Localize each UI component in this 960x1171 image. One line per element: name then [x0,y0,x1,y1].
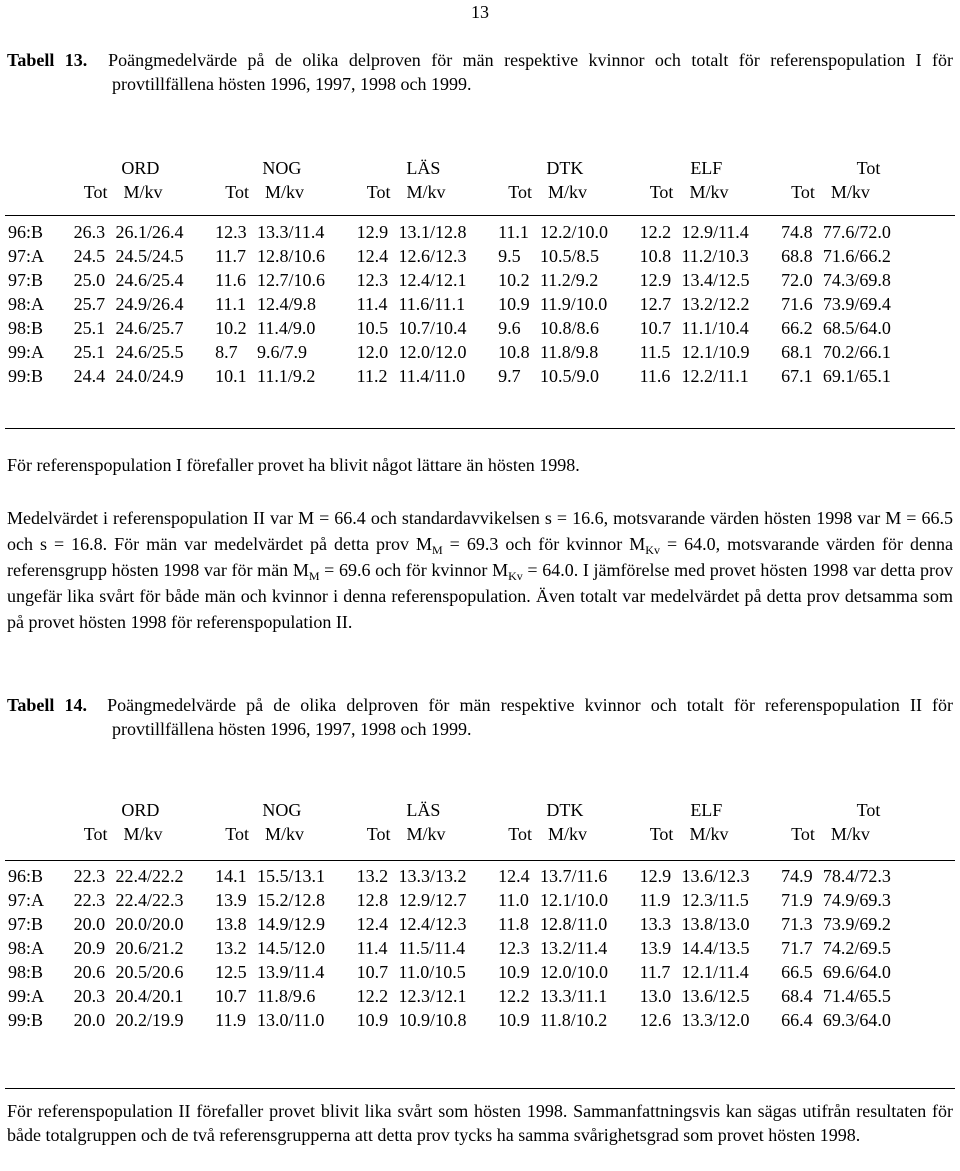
table13-label: Tabell 13. [7,50,88,70]
row-label: 97:A [8,890,44,910]
cell-mkv: 13.1/12.8 [398,222,467,242]
sub-header-tot: Tot [508,182,532,202]
cell-tot: 13.9 [639,938,672,958]
cell-tot: 9.7 [498,366,521,386]
table13-title: Poängmedelvärde på de olika delproven för män respektive kvinnor och totalt för referenspopulation I för provtillfällena hösten 1996, 1997, 1998 och 1999. [108,50,953,94]
cell-mkv: 71.6/66.2 [822,246,891,266]
cell-mkv: 11.4/9.0 [256,318,316,338]
cell-mkv: 12.2/11.1 [681,366,749,386]
row-label: 97:B [8,270,44,290]
cell-tot: 12.4 [356,914,389,934]
cell-mkv: 10.5/8.5 [539,246,599,266]
cell-mkv: 24.9/26.4 [115,294,184,314]
group-header-elf: ELF [690,158,723,178]
cell-tot: 22.3 [73,866,106,886]
cell-mkv: 13.0/11.0 [256,1010,325,1030]
cell-tot: 20.3 [73,986,106,1006]
cell-tot: 25.1 [73,318,106,338]
cell-mkv: 68.5/64.0 [822,318,891,338]
cell-mkv: 14.5/12.0 [256,938,325,958]
cell-tot: 10.9 [498,1010,530,1030]
cell-tot: 10.9 [498,962,530,982]
cell-mkv: 73.9/69.2 [822,914,891,934]
table14 [0,798,960,1032]
cell-tot: 10.8 [498,342,530,362]
row-label: 99:A [8,986,44,1006]
cell-tot: 11.9 [215,1010,246,1030]
cell-mkv: 12.1/10.0 [539,890,608,910]
group-header-row [0,798,960,822]
row-label: 97:A [8,246,44,266]
group-header-dtk: DTK [546,800,584,820]
cell-tot: 12.2 [498,986,530,1006]
cell-tot: 10.7 [639,318,672,338]
cell-mkv: 11.6/11.1 [398,294,466,314]
cell-tot: 10.5 [356,318,389,338]
cell-mkv: 15.5/13.1 [256,866,325,886]
table-row [0,1008,960,1032]
cell-mkv: 13.6/12.3 [681,866,750,886]
cell-mkv: 11.8/9.8 [539,342,599,362]
table-row [0,984,960,1008]
row-label: 96:B [8,222,44,242]
cell-tot: 10.7 [215,986,247,1006]
sub-header-mkv: M/kv [123,824,163,844]
cell-tot: 11.4 [356,294,388,314]
para2-text-3: = 64.0, motsvarande värden för denna referensgrupp hösten 1998 var för män M [7,534,954,580]
cell-tot: 12.5 [215,962,247,982]
cell-mkv: 70.2/66.1 [822,342,891,362]
cell-tot: 11.5 [639,342,671,362]
sub-header-tot: Tot [508,824,532,844]
cell-tot: 11.1 [215,294,246,314]
sub-header-mkv: M/kv [264,182,304,202]
cell-tot: 71.9 [781,890,813,910]
cell-tot: 14.1 [215,866,247,886]
cell-tot: 26.3 [73,222,106,242]
cell-mkv: 12.2/10.0 [539,222,608,242]
cell-mkv: 13.8/13.0 [681,914,750,934]
cell-mkv: 13.9/11.4 [256,962,325,982]
sub-header-row [0,180,960,204]
table14-bottom-rule [5,1088,955,1089]
cell-mkv: 12.3/12.1 [398,986,467,1006]
cell-tot: 67.1 [781,366,813,386]
row-label: 98:B [8,318,44,338]
cell-mkv: 69.6/64.0 [822,962,891,982]
cell-tot: 12.9 [356,222,389,242]
cell-tot: 13.2 [215,938,247,958]
cell-mkv: 12.1/11.4 [681,962,749,982]
header-blank [0,822,70,846]
cell-mkv: 13.3/13.2 [398,866,467,886]
table-row [0,888,960,912]
cell-mkv: 12.4/12.1 [398,270,467,290]
cell-tot: 11.6 [215,270,246,290]
cell-tot: 12.6 [639,1010,672,1030]
sub-header-tot: Tot [366,182,391,202]
cell-tot: 20.6 [73,962,106,982]
cell-mkv: 20.4/20.1 [115,986,184,1006]
cell-tot: 11.2 [356,366,388,386]
header-blank [0,156,70,180]
cell-tot: 74.8 [781,222,813,242]
cell-tot: 12.9 [639,270,672,290]
cell-tot: 72.0 [781,270,813,290]
sub-header-mkv: M/kv [406,182,446,202]
cell-tot: 12.0 [356,342,389,362]
paragraph-3: För referenspopulation II förefaller provet blivit lika svårt som hösten 1998. Sammanfattningsvis kan sägas utifrån resultaten för både totalgruppen och de två referensgrupperna att detta prov tycks ha samma svårighetsgrad som provet hösten 1998. [7,1101,953,1145]
sub-header-tot: Tot [649,182,674,202]
cell-tot: 13.3 [639,914,672,934]
table14-header-rule [5,860,955,861]
cell-mkv: 15.2/12.8 [256,890,325,910]
cell-tot: 12.3 [356,270,389,290]
cell-tot: 20.9 [73,938,106,958]
cell-tot: 24.4 [73,366,106,386]
table-row [0,244,960,268]
cell-mkv: 12.4/12.3 [398,914,467,934]
cell-mkv: 11.5/11.4 [398,938,466,958]
sub-header-mkv: M/kv [264,824,304,844]
para2-sub-4: Kv [508,569,523,583]
cell-tot: 25.0 [73,270,106,290]
header-blank [0,180,70,204]
cell-tot: 11.0 [498,890,529,910]
sub-header-tot: Tot [225,182,249,202]
cell-tot: 10.1 [215,366,247,386]
cell-mkv: 12.6/12.3 [398,246,467,266]
cell-mkv: 10.9/10.8 [398,1010,467,1030]
cell-mkv: 74.3/69.8 [822,270,891,290]
cell-tot: 12.7 [639,294,672,314]
sub-header-mkv: M/kv [547,182,587,202]
cell-tot: 11.6 [639,366,671,386]
cell-mkv: 77.6/72.0 [822,222,891,242]
page-number: 13 [471,2,489,22]
cell-tot: 10.2 [215,318,247,338]
cell-tot: 24.5 [73,246,106,266]
cell-tot: 66.2 [781,318,813,338]
spacer-cell [0,204,960,220]
cell-mkv: 10.8/8.6 [539,318,599,338]
cell-tot: 12.2 [639,222,672,242]
cell-mkv: 22.4/22.3 [115,890,184,910]
cell-tot: 25.1 [73,342,106,362]
cell-mkv: 12.8/10.6 [256,246,325,266]
sub-header-row [0,822,960,846]
cell-tot: 9.5 [498,246,521,266]
cell-mkv: 12.0/12.0 [398,342,467,362]
cell-tot: 8.7 [215,342,238,362]
cell-mkv: 11.1/9.2 [256,366,316,386]
group-header-row [0,156,960,180]
cell-tot: 10.9 [498,294,530,314]
para2-sub-2: Kv [645,543,660,557]
cell-mkv: 12.9/11.4 [681,222,749,242]
sub-header-mkv: M/kv [689,182,729,202]
row-label: 97:B [8,914,44,934]
row-label: 98:A [8,938,44,958]
spacer-cell [0,846,960,864]
cell-mkv: 12.0/10.0 [539,962,608,982]
row-label: 99:B [8,366,44,386]
cell-mkv: 13.3/11.1 [539,986,608,1006]
sub-header-tot: Tot [791,824,815,844]
cell-tot: 22.3 [73,890,106,910]
cell-tot: 68.4 [781,986,813,1006]
cell-mkv: 24.6/25.5 [115,342,184,362]
table13 [0,156,960,388]
cell-mkv: 20.0/20.0 [115,914,184,934]
cell-mkv: 11.2/9.2 [539,270,599,290]
table-row [0,292,960,316]
cell-mkv: 13.2/12.2 [681,294,750,314]
cell-mkv: 12.7/10.6 [256,270,325,290]
row-label: 99:B [8,1010,44,1030]
cell-mkv: 74.2/69.5 [822,938,891,958]
cell-tot: 11.7 [639,962,671,982]
cell-mkv: 11.1/10.4 [681,318,749,338]
paragraph-2 [7,505,953,635]
sub-header-mkv: M/kv [830,824,870,844]
cell-mkv: 24.6/25.7 [115,318,184,338]
cell-tot: 10.7 [356,962,389,982]
cell-mkv: 11.0/10.5 [398,962,466,982]
cell-mkv: 73.9/69.4 [822,294,891,314]
group-header-elf: ELF [690,800,723,820]
cell-tot: 12.3 [498,938,530,958]
group-header-tot: Tot [856,800,881,820]
cell-mkv: 78.4/72.3 [822,866,891,886]
sub-header-mkv: M/kv [406,824,446,844]
para2-text-2: = 69.3 och för kvinnor M [442,534,646,554]
table-row [0,912,960,936]
cell-tot: 12.4 [498,866,530,886]
table-row [0,936,960,960]
table13-bottom-rule [5,428,955,429]
cell-tot: 66.5 [781,962,813,982]
table13-caption [7,48,953,96]
cell-tot: 13.9 [215,890,247,910]
sub-header-tot: Tot [791,182,815,202]
group-header-nog: NOG [262,800,302,820]
cell-mkv: 24.0/24.9 [115,366,184,386]
table-row [0,220,960,244]
cell-mkv: 13.6/12.5 [681,986,750,1006]
cell-mkv: 9.6/7.9 [256,342,307,362]
cell-mkv: 24.6/25.4 [115,270,184,290]
cell-mkv: 20.6/21.2 [115,938,184,958]
para2-text-1: Medelvärdet i referenspopulation II var M = 66.4 och standardavvikelsen s = 16.6, motsvarande värden hösten 1998 var M = 66.5 och s = 16.8. För män var medelvärdet på detta prov M [7,508,953,554]
cell-mkv: 13.4/12.5 [681,270,750,290]
spacer-row [0,204,960,220]
cell-tot: 12.8 [356,890,389,910]
cell-tot: 71.7 [781,938,813,958]
cell-tot: 71.3 [781,914,813,934]
para2-sub-1: M [432,543,443,557]
cell-mkv: 12.3/11.5 [681,890,749,910]
table-row [0,364,960,388]
cell-tot: 74.9 [781,866,813,886]
sub-header-mkv: M/kv [689,824,729,844]
para2-text-5: = 64.0. I jämförelse med provet hösten 1998 var detta prov ungefär lika svårt för både män och kvinnor i denna referenspopulation. Även totalt var medelvärdet på detta prov detsamma som på provet hösten 1998 för referenspopulation II. [7,560,953,632]
group-header-dtk: DTK [546,158,584,178]
cell-tot: 71.6 [781,294,813,314]
cell-tot: 13.8 [215,914,247,934]
sub-header-tot: Tot [366,824,391,844]
cell-tot: 12.9 [639,866,672,886]
sub-header-mkv: M/kv [830,182,870,202]
cell-tot: 68.1 [781,342,813,362]
cell-tot: 11.1 [498,222,529,242]
row-label: 98:A [8,294,44,314]
sub-header-tot: Tot [83,182,108,202]
cell-mkv: 69.3/64.0 [822,1010,891,1030]
cell-mkv: 11.2/10.3 [681,246,749,266]
group-header-ord: ORD [121,158,160,178]
sub-header-tot: Tot [225,824,249,844]
cell-tot: 10.8 [639,246,672,266]
cell-tot: 12.3 [215,222,247,242]
cell-mkv: 14.9/12.9 [256,914,325,934]
cell-tot: 20.0 [73,1010,106,1030]
cell-tot: 10.2 [498,270,530,290]
cell-mkv: 24.5/24.5 [115,246,184,266]
cell-mkv: 12.9/12.7 [398,890,467,910]
cell-mkv: 12.1/10.9 [681,342,750,362]
para2-text-4: = 69.6 och för kvinnor M [319,560,509,580]
cell-tot: 10.9 [356,1010,389,1030]
sub-header-mkv: M/kv [547,824,587,844]
cell-tot: 20.0 [73,914,106,934]
cell-mkv: 20.5/20.6 [115,962,184,982]
row-label: 96:B [8,866,44,886]
cell-tot: 11.4 [356,938,388,958]
cell-tot: 68.8 [781,246,813,266]
cell-mkv: 10.7/10.4 [398,318,467,338]
cell-mkv: 71.4/65.5 [822,986,891,1006]
table-row [0,960,960,984]
cell-tot: 9.6 [498,318,521,338]
cell-tot: 11.8 [498,914,529,934]
cell-tot: 13.0 [639,986,672,1006]
cell-tot: 13.2 [356,866,389,886]
table13-header-rule [5,215,955,216]
table-row [0,316,960,340]
sub-header-mkv: M/kv [123,182,163,202]
cell-mkv: 26.1/26.4 [115,222,184,242]
cell-mkv: 11.8/10.2 [539,1010,608,1030]
group-header-nog: NOG [262,158,302,178]
table14-caption [7,693,953,741]
table14-label: Tabell 14. [7,695,87,715]
cell-tot: 11.7 [215,246,246,266]
table14-title: Poängmedelvärde på de olika delproven för män respektive kvinnor och totalt för referenspopulation II för provtillfällena hösten 1996, 1997, 1998 och 1999. [107,695,954,739]
cell-mkv: 13.7/11.6 [539,866,608,886]
cell-mkv: 74.9/69.3 [822,890,891,910]
cell-mkv: 12.4/9.8 [256,294,316,314]
cell-mkv: 12.8/11.0 [539,914,608,934]
header-blank [0,798,70,822]
cell-tot: 11.9 [639,890,671,910]
cell-mkv: 13.3/11.4 [256,222,325,242]
group-header-läs: LÄS [406,800,441,820]
table-row [0,864,960,888]
cell-mkv: 11.8/9.6 [256,986,316,1006]
paragraph-1: För referenspopulation I förefaller provet ha blivit något lättare än hösten 1998. [7,455,580,475]
group-header-läs: LÄS [406,158,441,178]
sub-header-tot: Tot [649,824,674,844]
cell-mkv: 10.5/9.0 [539,366,599,386]
cell-mkv: 13.2/11.4 [539,938,608,958]
cell-tot: 66.4 [781,1010,813,1030]
cell-mkv: 11.9/10.0 [539,294,608,314]
cell-tot: 25.7 [73,294,106,314]
row-label: 98:B [8,962,44,982]
cell-mkv: 69.1/65.1 [822,366,891,386]
group-header-tot: Tot [856,158,881,178]
cell-mkv: 22.4/22.2 [115,866,184,886]
cell-mkv: 14.4/13.5 [681,938,750,958]
cell-mkv: 13.3/12.0 [681,1010,750,1030]
row-label: 99:A [8,342,44,362]
cell-mkv: 20.2/19.9 [115,1010,184,1030]
cell-tot: 12.2 [356,986,389,1006]
table-row [0,340,960,364]
table-row [0,268,960,292]
group-header-ord: ORD [121,800,160,820]
sub-header-tot: Tot [83,824,108,844]
para2-sub-3: M [308,569,320,583]
cell-tot: 12.4 [356,246,389,266]
spacer-row [0,846,960,864]
cell-mkv: 11.4/11.0 [398,366,466,386]
